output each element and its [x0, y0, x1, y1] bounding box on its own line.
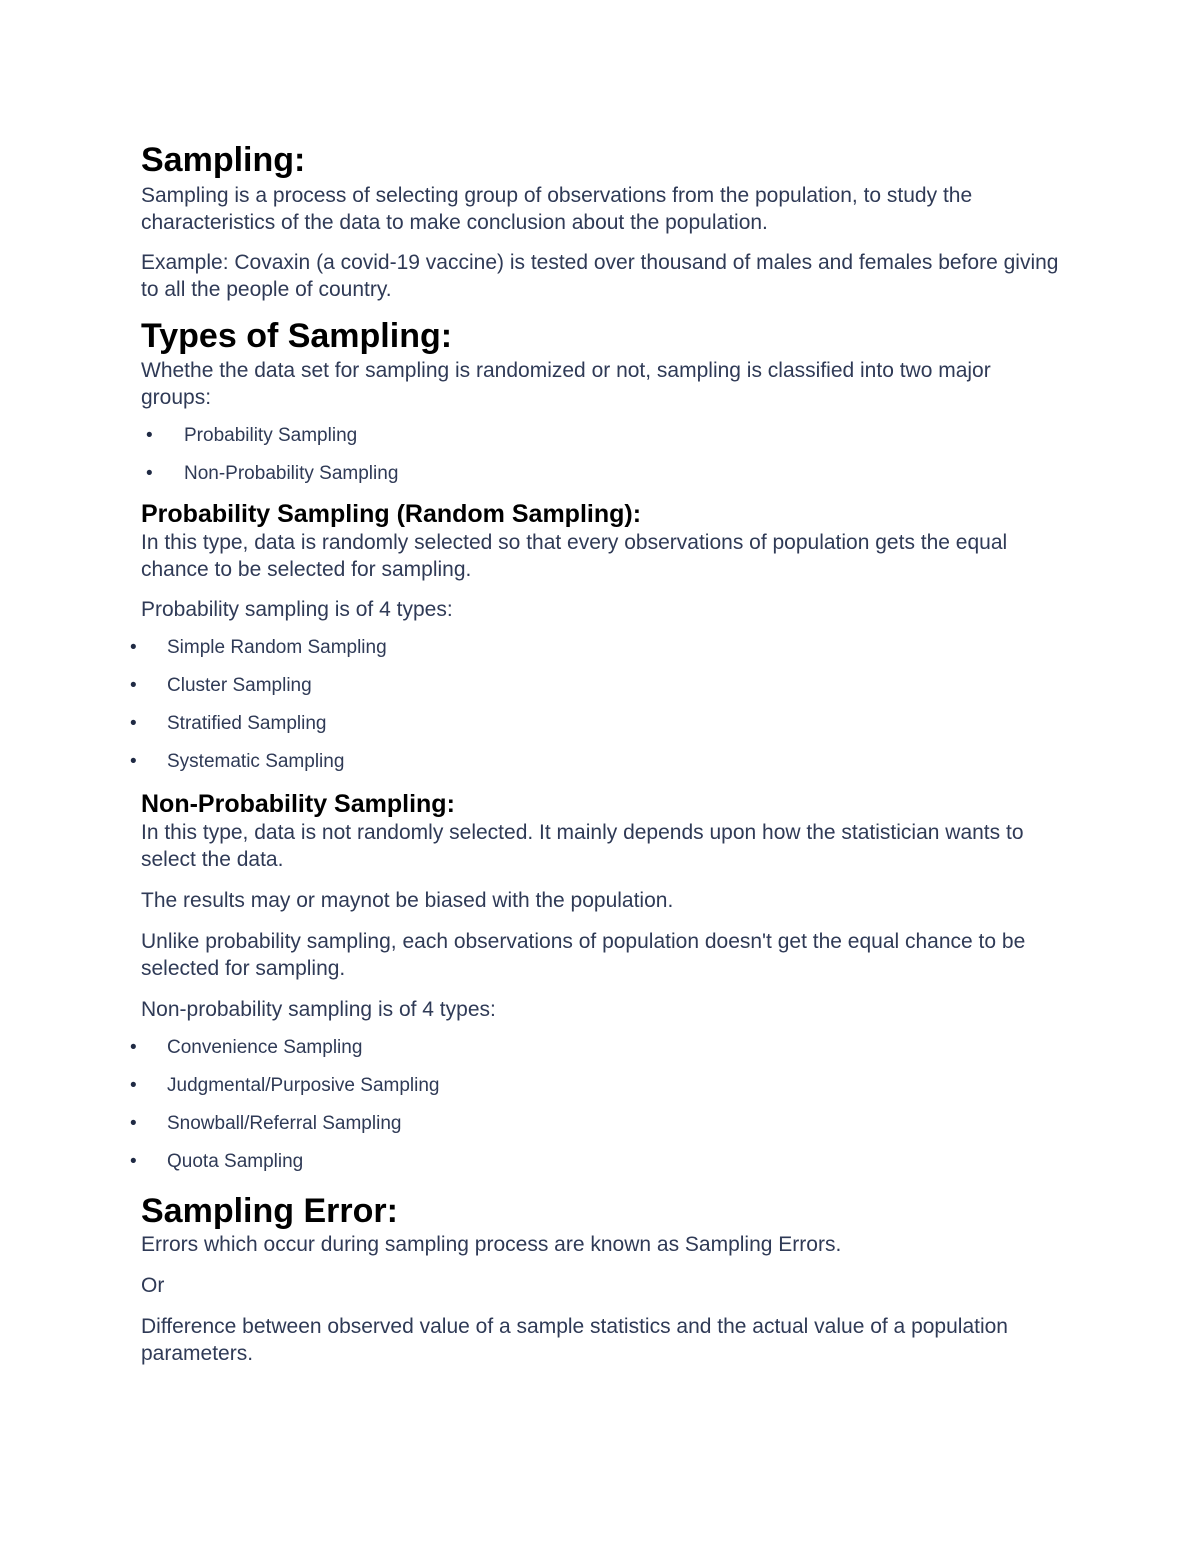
bullet-icon: • — [130, 751, 137, 772]
sampling-error-or: Or — [141, 1274, 165, 1297]
bullet-icon: • — [130, 637, 137, 658]
list-item: • Non-Probability Sampling — [141, 461, 1061, 487]
bullet-icon: • — [146, 425, 153, 446]
list-item: • Judgmental/Purposive Sampling — [141, 1073, 1061, 1099]
list-item: • Simple Random Sampling — [141, 635, 1061, 661]
bullet-icon: • — [130, 1037, 137, 1058]
bullet-icon: • — [130, 675, 137, 696]
bullet-icon: • — [146, 463, 153, 484]
document-page — [130, 140, 1061, 1367]
list-item: • Systematic Sampling — [141, 749, 1061, 775]
heading-non-probability-sampling: Non-Probability Sampling: — [141, 790, 455, 818]
list-item: • Snowball/Referral Sampling — [141, 1111, 1061, 1137]
bullet-icon: • — [130, 1075, 137, 1096]
list-item: • Stratified Sampling — [141, 711, 1061, 737]
nonprobability-types-intro: Non-probability sampling is of 4 types: — [141, 998, 496, 1021]
nonprobability-types-list — [130, 1035, 1061, 1175]
sampling-definition: Sampling is a process of selecting group of observations from the population, to study the characteristics of the data to make conclusion about the population. — [141, 184, 973, 234]
heading-types-of-sampling: Types of Sampling: — [141, 317, 453, 355]
probability-definition: In this type, data is randomly selected so that every observations of population gets the equal chance to be selected for sampling. — [141, 531, 1008, 581]
list-item: • Quota Sampling — [141, 1149, 1061, 1175]
probability-types-intro: Probability sampling is of 4 types: — [141, 598, 453, 621]
bullet-icon: • — [130, 1151, 137, 1172]
types-intro: Whethe the data set for sampling is randomized or not, sampling is classified into two major groups: — [141, 359, 991, 409]
types-list — [141, 423, 1061, 487]
probability-types-list — [130, 635, 1061, 775]
list-item: • Convenience Sampling — [141, 1035, 1061, 1061]
heading-sampling-error: Sampling Error: — [141, 1192, 398, 1230]
list-item: • Probability Sampling — [141, 423, 1061, 449]
sampling-example: Example: Covaxin (a covid-19 vaccine) is tested over thousand of males and females before giving to all the people of country. — [141, 251, 1059, 301]
heading-sampling: Sampling: — [141, 141, 306, 179]
heading-probability-sampling: Probability Sampling (Random Sampling): — [141, 500, 642, 528]
bullet-icon: • — [130, 713, 137, 734]
nonprobability-comparison: Unlike probability sampling, each observations of population doesn't get the equal chance to be selected for sampling. — [141, 930, 1026, 980]
sampling-error-definition: Errors which occur during sampling process are known as Sampling Errors. — [141, 1233, 842, 1256]
nonprobability-bias-note: The results may or maynot be biased with the population. — [141, 889, 674, 912]
sampling-error-alt-definition: Difference between observed value of a sample statistics and the actual value of a population parameters. — [141, 1315, 1008, 1365]
list-item: • Cluster Sampling — [141, 673, 1061, 699]
nonprobability-definition: In this type, data is not randomly selected. It mainly depends upon how the statistician wants to select the data. — [141, 821, 1024, 871]
bullet-icon: • — [130, 1113, 137, 1134]
